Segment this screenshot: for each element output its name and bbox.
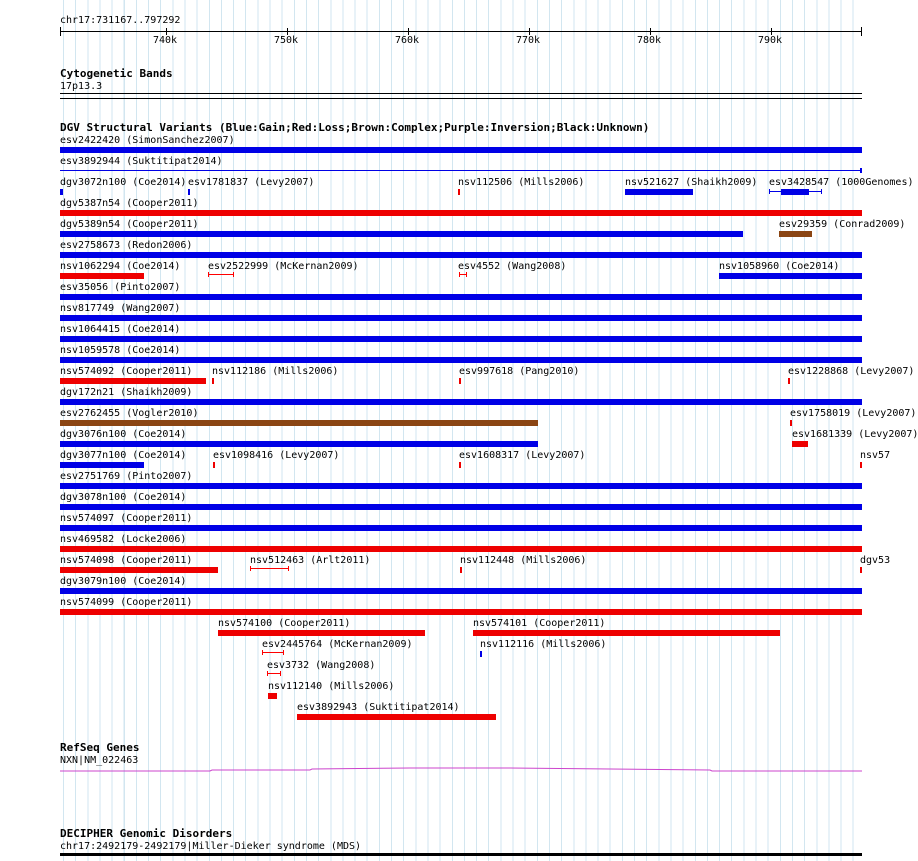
ruler-tick [408,28,409,35]
variant-label[interactable]: dgv5389n54 (Cooper2011) [60,219,199,230]
variant-gain-bar[interactable] [60,231,743,237]
variant-label[interactable]: esv1681339 (Levy2007) [792,429,918,440]
variant-label[interactable]: esv3892943 (Suktitipat2014) [297,702,460,713]
cytoband-label[interactable]: 17p13.3 [60,81,103,92]
variant-loss-bar[interactable] [212,378,214,384]
variant-gain-bar[interactable] [60,294,862,300]
variant-loss-bar[interactable] [60,273,144,279]
variant-label[interactable]: nsv521627 (Shaikh2009) [625,177,758,188]
variant-label[interactable]: esv1608317 (Levy2007) [459,450,586,461]
disorder-label[interactable]: chr17:2492179-2492179|Miller-Dieker syndrome (MDS) [60,841,362,852]
variant-label[interactable]: nsv57 [860,450,891,461]
variant-label[interactable]: dgv3079n100 (Coe2014) [60,576,187,587]
variant-gain-end-mark [769,189,770,194]
variant-label[interactable]: esv3732 (Wang2008) [267,660,376,671]
variant-loss-bar[interactable] [213,462,215,468]
variant-loss-bar[interactable] [60,378,206,384]
variant-label[interactable]: esv3892944 (Suktitipat2014) [60,156,223,167]
variant-label[interactable]: nsv1064415 (Coe2014) [60,324,181,335]
variant-label[interactable]: nsv1062294 (Coe2014) [60,261,181,272]
track-title-dgv[interactable]: DGV Structural Variants (Blue:Gain;Red:Loss;Brown:Complex;Purple:Inversion;Black:Unknown) [60,121,650,134]
variant-label[interactable]: nsv574098 (Cooper2011) [60,555,193,566]
variant-loss-bar[interactable] [460,567,462,573]
ruler-tick [529,28,530,35]
gene-label[interactable]: NXN|NM_022463 [60,755,139,766]
variant-gain-bar[interactable] [60,189,63,195]
variant-gain-line[interactable] [60,170,862,171]
variant-gain-bar[interactable] [60,315,862,321]
ruler-start-tick [60,27,61,36]
variant-gain-bar[interactable] [625,189,693,195]
variant-label[interactable]: nsv1058960 (Coe2014) [719,261,840,272]
variant-label[interactable]: esv2762455 (Vogler2010) [60,408,199,419]
variant-label[interactable]: esv35056 (Pinto2007) [60,282,181,293]
gene-line [60,768,862,771]
variant-complex-bar[interactable] [779,231,812,237]
variant-label[interactable]: esv997618 (Pang2010) [459,366,580,377]
variant-loss-bar[interactable] [792,441,808,447]
variant-label[interactable]: nsv574092 (Cooper2011) [60,366,193,377]
variant-gain-bar[interactable] [60,462,144,468]
ruler-axis [60,31,862,32]
ruler-tick [650,28,651,35]
variant-label[interactable]: esv3428547 (1000Genomes) [769,177,914,188]
variant-loss-bar[interactable] [860,567,862,573]
variant-label[interactable]: dgv3078n100 (Coe2014) [60,492,187,503]
variant-loss-interval[interactable] [250,566,289,571]
variant-label[interactable]: dgv53 [860,555,891,566]
variant-loss-bar[interactable] [218,630,425,636]
variant-gain-bar[interactable] [60,588,862,594]
variant-label[interactable]: dgv3077n100 (Coe2014) [60,450,187,461]
variant-gain-bar[interactable] [60,504,862,510]
variant-loss-bar[interactable] [60,546,862,552]
variant-label[interactable]: esv2751769 (Pinto2007) [60,471,193,482]
variant-gain-end-mark [860,168,862,173]
variant-label[interactable]: esv4552 (Wang2008) [458,261,567,272]
variant-label[interactable]: nsv112186 (Mills2006) [212,366,339,377]
gene-model[interactable] [0,760,890,780]
variant-label[interactable]: dgv3072n100 (Coe2014) [60,177,187,188]
variant-loss-interval[interactable] [267,671,281,676]
track-title-cytoband[interactable]: Cytogenetic Bands [60,67,173,80]
variant-loss-interval[interactable] [459,272,467,277]
variant-gain-bar[interactable] [60,357,862,363]
variant-gain-bar[interactable] [60,252,862,258]
variant-label[interactable]: nsv574100 (Cooper2011) [218,618,351,629]
variant-loss-bar[interactable] [458,189,460,195]
variant-label[interactable]: nsv817749 (Wang2007) [60,303,181,314]
variant-gain-bar[interactable] [719,273,862,279]
ruler-tick-label: 770k [516,35,541,46]
variant-label[interactable]: esv1781837 (Levy2007) [188,177,315,188]
variant-label[interactable]: nsv574101 (Cooper2011) [473,618,606,629]
variant-label[interactable]: esv1758019 (Levy2007) [790,408,917,419]
variant-loss-bar[interactable] [473,630,780,636]
ruler-tick-label: 760k [395,35,420,46]
variant-gain-bar[interactable] [188,189,190,195]
variant-label[interactable]: dgv5387n54 (Cooper2011) [60,198,199,209]
variant-gain-bar[interactable] [480,651,482,657]
ruler-tick-label: 780k [637,35,662,46]
variant-loss-bar[interactable] [268,693,277,699]
variant-gain-bar[interactable] [60,441,538,447]
variant-label[interactable]: nsv112116 (Mills2006) [480,639,607,650]
variant-loss-interval[interactable] [208,272,234,277]
variant-gain-bar[interactable] [60,336,862,342]
variant-loss-bar[interactable] [459,378,461,384]
variant-label[interactable]: nsv112140 (Mills2006) [268,681,395,692]
variant-gain-bar[interactable] [60,399,862,405]
ruler-tick-label: 790k [758,35,783,46]
variant-label[interactable]: nsv574099 (Cooper2011) [60,597,193,608]
ruler-tick-label: 740k [153,35,178,46]
variant-loss-bar[interactable] [459,462,461,468]
variant-gain-end-mark [821,189,822,194]
location-label: chr17:731167..797292 [60,15,181,26]
variant-loss-bar[interactable] [60,210,862,216]
cytoband-line [60,98,862,99]
variant-gain-bar[interactable] [60,525,862,531]
variant-loss-bar[interactable] [788,378,790,384]
variant-loss-bar[interactable] [60,567,218,573]
ruler-end-tick [861,27,862,36]
variant-label[interactable]: dgv3076n100 (Coe2014) [60,429,187,440]
variant-loss-bar[interactable] [60,609,862,615]
variant-gain-bar[interactable] [60,483,862,489]
variant-complex-bar[interactable] [60,420,538,426]
variant-loss-bar[interactable] [860,462,862,468]
ruler-tick-label: 750k [274,35,299,46]
variant-label[interactable]: nsv112506 (Mills2006) [458,177,585,188]
variant-label[interactable]: esv2422420 (SimonSanchez2007) [60,135,235,146]
variant-label[interactable]: esv29359 (Conrad2009) [779,219,906,230]
ruler-tick [166,28,167,35]
variant-label[interactable]: nsv112448 (Mills2006) [460,555,587,566]
variant-label[interactable]: esv1098416 (Levy2007) [213,450,340,461]
ruler-tick [771,28,772,35]
variant-label[interactable]: esv2522999 (McKernan2009) [208,261,359,272]
disorder-bar[interactable] [60,853,862,856]
variant-label[interactable]: nsv1059578 (Coe2014) [60,345,181,356]
cytoband-line [60,93,862,94]
variant-gain-bar[interactable] [60,147,862,153]
variant-label[interactable]: nsv469582 (Locke2006) [60,534,187,545]
variant-label[interactable]: nsv512463 (Arlt2011) [250,555,371,566]
variant-label[interactable]: esv2758673 (Redon2006) [60,240,193,251]
variant-gain-bar[interactable] [781,189,809,195]
variant-label[interactable]: nsv574097 (Cooper2011) [60,513,193,524]
variant-label[interactable]: esv1228868 (Levy2007) [788,366,915,377]
ruler-tick [287,28,288,35]
variant-label[interactable]: esv2445764 (McKernan2009) [262,639,413,650]
variant-label[interactable]: dgv172n21 (Shaikh2009) [60,387,193,398]
variant-loss-bar[interactable] [790,420,792,426]
variant-loss-interval[interactable] [262,650,284,655]
variant-loss-bar[interactable] [297,714,496,720]
track-title-decipher[interactable]: DECIPHER Genomic Disorders [60,827,233,840]
track-title-refseq[interactable]: RefSeq Genes [60,741,140,754]
